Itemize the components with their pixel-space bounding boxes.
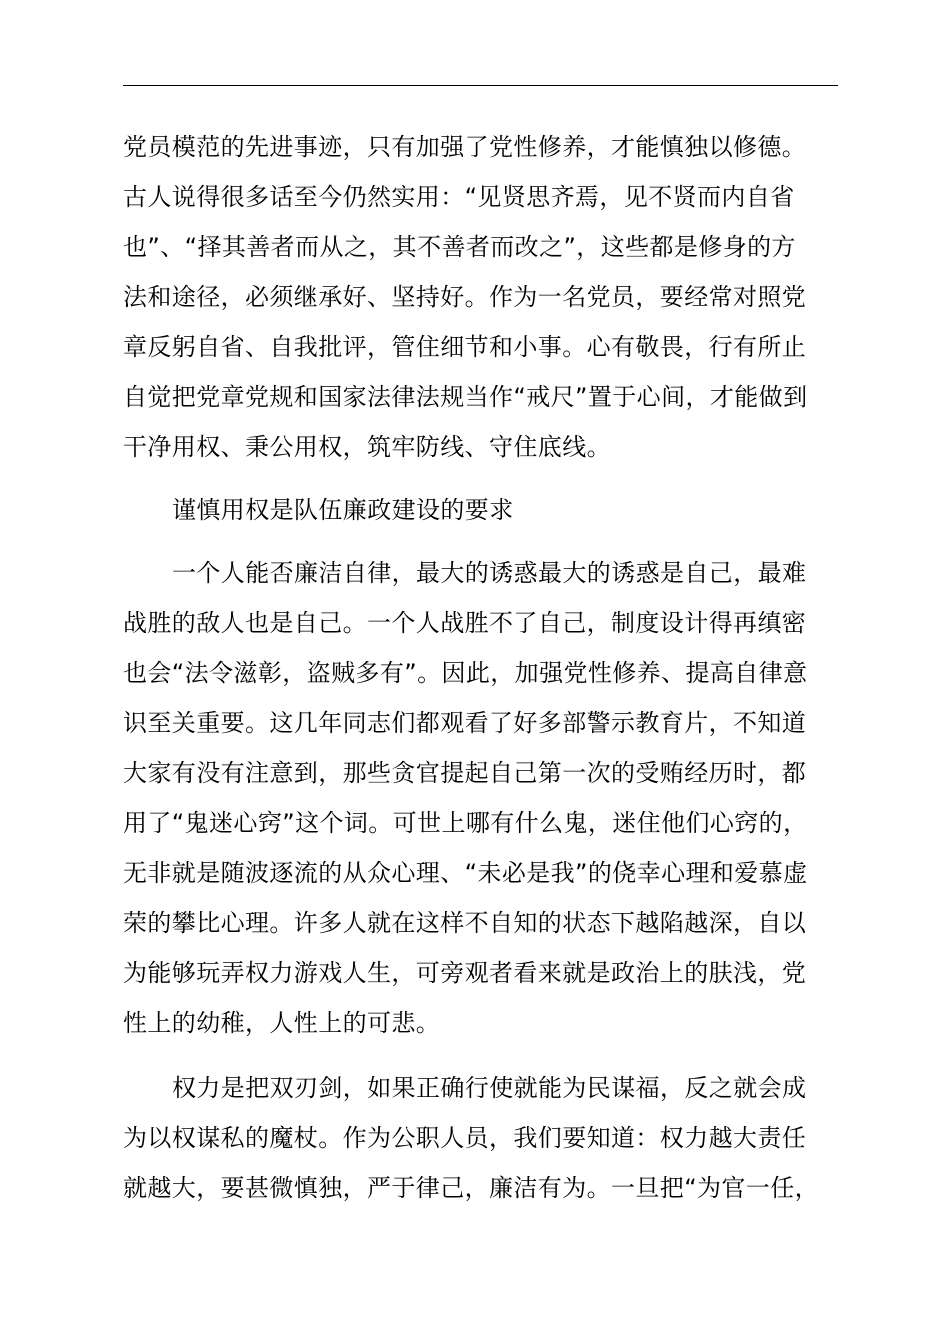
text-line: 古人说得很多话至今仍然实用：“见贤思齐焉，见不贤而内自省: [123, 183, 795, 211]
text-line: 也会“法令滋彰，盗贼多有”。因此，加强党性修养、提高自律意: [123, 659, 808, 687]
paragraph-self-discipline: [123, 548, 838, 1048]
text-line: 自觉把党章党规和国家法律法规当作“戒尺”置于心间，才能做到: [123, 383, 808, 411]
text-line: 一个人能否廉洁自律，最大的诱惑最大的诱惑是自己，最难: [172, 559, 807, 587]
text-line: 就越大，要甚微慎独，严于律己，廉洁有为。一旦把“为官一任，: [123, 1174, 820, 1202]
text-line: 大家有没有注意到，那些贪官提起自己第一次的受贿经历时，都: [123, 759, 807, 787]
text-line: 荣的攀比心理。许多人就在这样不自知的状态下越陷越深，自以: [123, 909, 807, 937]
text-line: 用了“鬼迷心窍”这个词。可世上哪有什么鬼，迷住他们心窍的，: [123, 809, 808, 837]
text-line: 性上的幼稚，人性上的可悲。: [123, 1009, 441, 1037]
paragraph-power: [123, 1063, 838, 1213]
text-line: 党员模范的先进事迹，只有加强了党性修养，才能慎独以修德。: [123, 133, 807, 161]
text-line: 无非就是随波逐流的从众心理、“未必是我”的侥幸心理和爱慕虚: [123, 859, 808, 887]
text-line: 干净用权、秉公用权，筑牢防线、守住底线。: [123, 433, 611, 461]
text-line: 法和途径，必须继承好、坚持好。作为一名党员，要经常对照党: [123, 283, 807, 311]
text-line: 权力是把双刃剑，如果正确行使就能为民谋福，反之就会成: [172, 1074, 807, 1102]
section-heading: 谨慎用权是队伍廉政建设的要求: [172, 496, 514, 524]
header-rule: [123, 85, 838, 86]
text-line: 也”、“择其善者而从之，其不善者而改之”，这些都是修身的方: [123, 233, 796, 261]
text-line: 识至关重要。这几年同志们都观看了好多部警示教育片，不知道: [123, 709, 807, 737]
text-line: 战胜的敌人也是自己。一个人战胜不了自己，制度设计得再缜密: [123, 609, 807, 637]
text-line: 为能够玩弄权力游戏人生，可旁观者看来就是政治上的肤浅，党: [123, 959, 807, 987]
paragraph-self-cultivation: [123, 122, 838, 472]
text-line: 为以权谋私的魔杖。作为公职人员，我们要知道：权力越大责任: [123, 1124, 807, 1152]
document-body: [123, 122, 838, 1213]
text-line: 章反躬自省、自我批评，管住细节和小事。心有敬畏，行有所止: [123, 333, 807, 361]
